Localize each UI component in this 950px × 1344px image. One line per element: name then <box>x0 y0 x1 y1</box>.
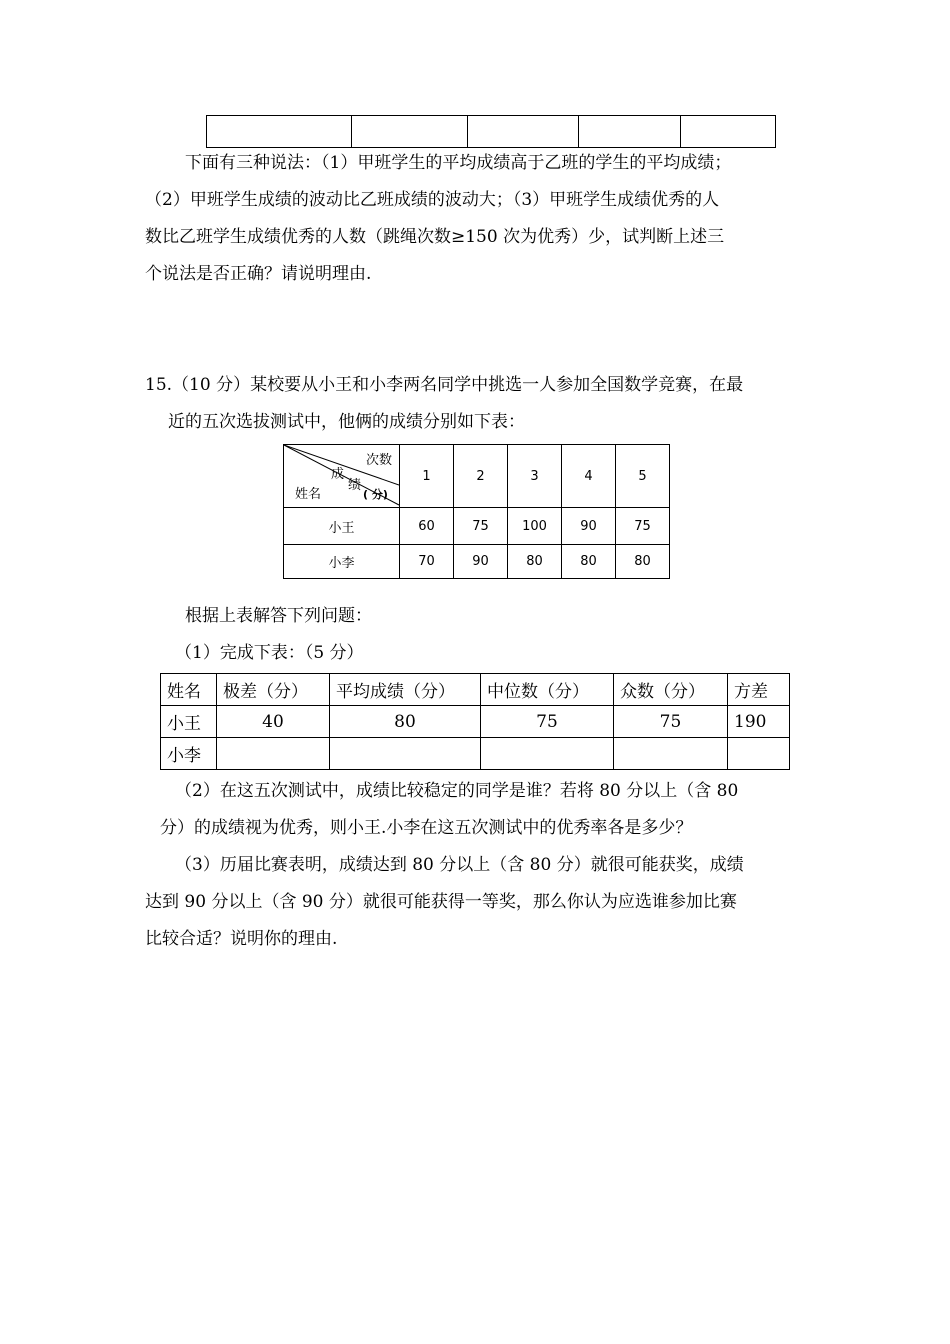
header-score: 绩 <box>348 478 362 493</box>
table-row <box>161 706 790 738</box>
score-cell: 75 <box>616 508 670 545</box>
part-2-line: （2）在这五次测试中，成绩比较稳定的同学是谁？若将 80 分以上（含 80 <box>175 781 739 801</box>
header-score: 成 <box>331 467 345 482</box>
part-2-line: 分）的成绩视为优秀，则小王.小李在这五次测试中的优秀率各是多少？ <box>160 818 693 838</box>
empty-top-table <box>206 115 776 148</box>
statement-line: （2）甲班学生成绩的波动比乙班成绩的波动大；（3）甲班学生成绩优秀的人 <box>145 190 720 210</box>
column-header: 1 <box>400 445 454 508</box>
table-header-row <box>284 445 670 508</box>
table-cell <box>681 116 776 148</box>
table-cell: 190 <box>728 706 790 738</box>
row-name: 小李 <box>284 545 400 579</box>
table-cell <box>468 116 579 148</box>
part-3-line: 比较合适？说明你的理由. <box>145 929 338 949</box>
table-cell: 75 <box>481 706 614 738</box>
table-cell <box>330 738 481 770</box>
table-row <box>284 508 670 545</box>
score-cell: 70 <box>400 545 454 579</box>
table-cell: 小李 <box>161 738 217 770</box>
column-header: 极差（分） <box>217 674 330 706</box>
table-header-row <box>161 674 790 706</box>
part-1-title: （1）完成下表：（5 分） <box>175 643 364 663</box>
table-cell: 小王 <box>161 706 217 738</box>
part-3-line: （3）历届比赛表明，成绩达到 80 分以上（含 80 分）就很可能获奖，成绩 <box>175 855 744 875</box>
score-cell: 90 <box>562 508 616 545</box>
part-3-line: 达到 90 分以上（含 90 分）就很可能获得一等奖，那么你认为应选谁参加比赛 <box>145 892 737 912</box>
answer-intro: 根据上表解答下列问题： <box>185 606 372 626</box>
table-cell <box>217 738 330 770</box>
column-header: 姓名 <box>161 674 217 706</box>
table-row <box>284 545 670 579</box>
table-cell <box>207 116 352 148</box>
column-header: 方差 <box>728 674 790 706</box>
diagonal-header-cell <box>284 445 400 508</box>
statement-line: 个说法是否正确？请说明理由. <box>145 264 372 284</box>
score-cell: 75 <box>454 508 508 545</box>
table-row <box>161 738 790 770</box>
header-score-unit: ( 分) <box>363 488 388 501</box>
score-cell: 60 <box>400 508 454 545</box>
statement-line: 下面有三种说法：（1）甲班学生的平均成绩高于乙班的学生的平均成绩； <box>185 153 732 173</box>
table-cell <box>481 738 614 770</box>
table-cell <box>728 738 790 770</box>
question-15-line: 近的五次选拔测试中，他俩的成绩分别如下表： <box>168 412 525 432</box>
table-cell <box>352 116 468 148</box>
table-cell: 75 <box>614 706 728 738</box>
column-header: 中位数（分） <box>481 674 614 706</box>
column-header: 3 <box>508 445 562 508</box>
answer-table <box>160 673 790 770</box>
column-header: 2 <box>454 445 508 508</box>
statement-line: 数比乙班学生成绩优秀的人数（跳绳次数≥150 次为优秀）少，试判断上述三 <box>145 227 725 247</box>
score-cell: 80 <box>616 545 670 579</box>
table-cell <box>579 116 681 148</box>
table-row <box>207 116 776 148</box>
row-name: 小王 <box>284 508 400 545</box>
scores-table <box>283 444 670 579</box>
column-header: 4 <box>562 445 616 508</box>
score-cell: 90 <box>454 545 508 579</box>
header-times: 次数 <box>366 453 393 468</box>
score-cell: 100 <box>508 508 562 545</box>
question-15-title: 15.（10 分）某校要从小王和小李两名同学中挑选一人参加全国数学竞赛，在最 <box>145 375 744 395</box>
column-header: 平均成绩（分） <box>330 674 481 706</box>
table-cell: 40 <box>217 706 330 738</box>
table-cell: 80 <box>330 706 481 738</box>
score-cell: 80 <box>562 545 616 579</box>
column-header: 5 <box>616 445 670 508</box>
table-cell <box>614 738 728 770</box>
score-cell: 80 <box>508 545 562 579</box>
column-header: 众数（分） <box>614 674 728 706</box>
header-name: 姓名 <box>295 487 322 502</box>
